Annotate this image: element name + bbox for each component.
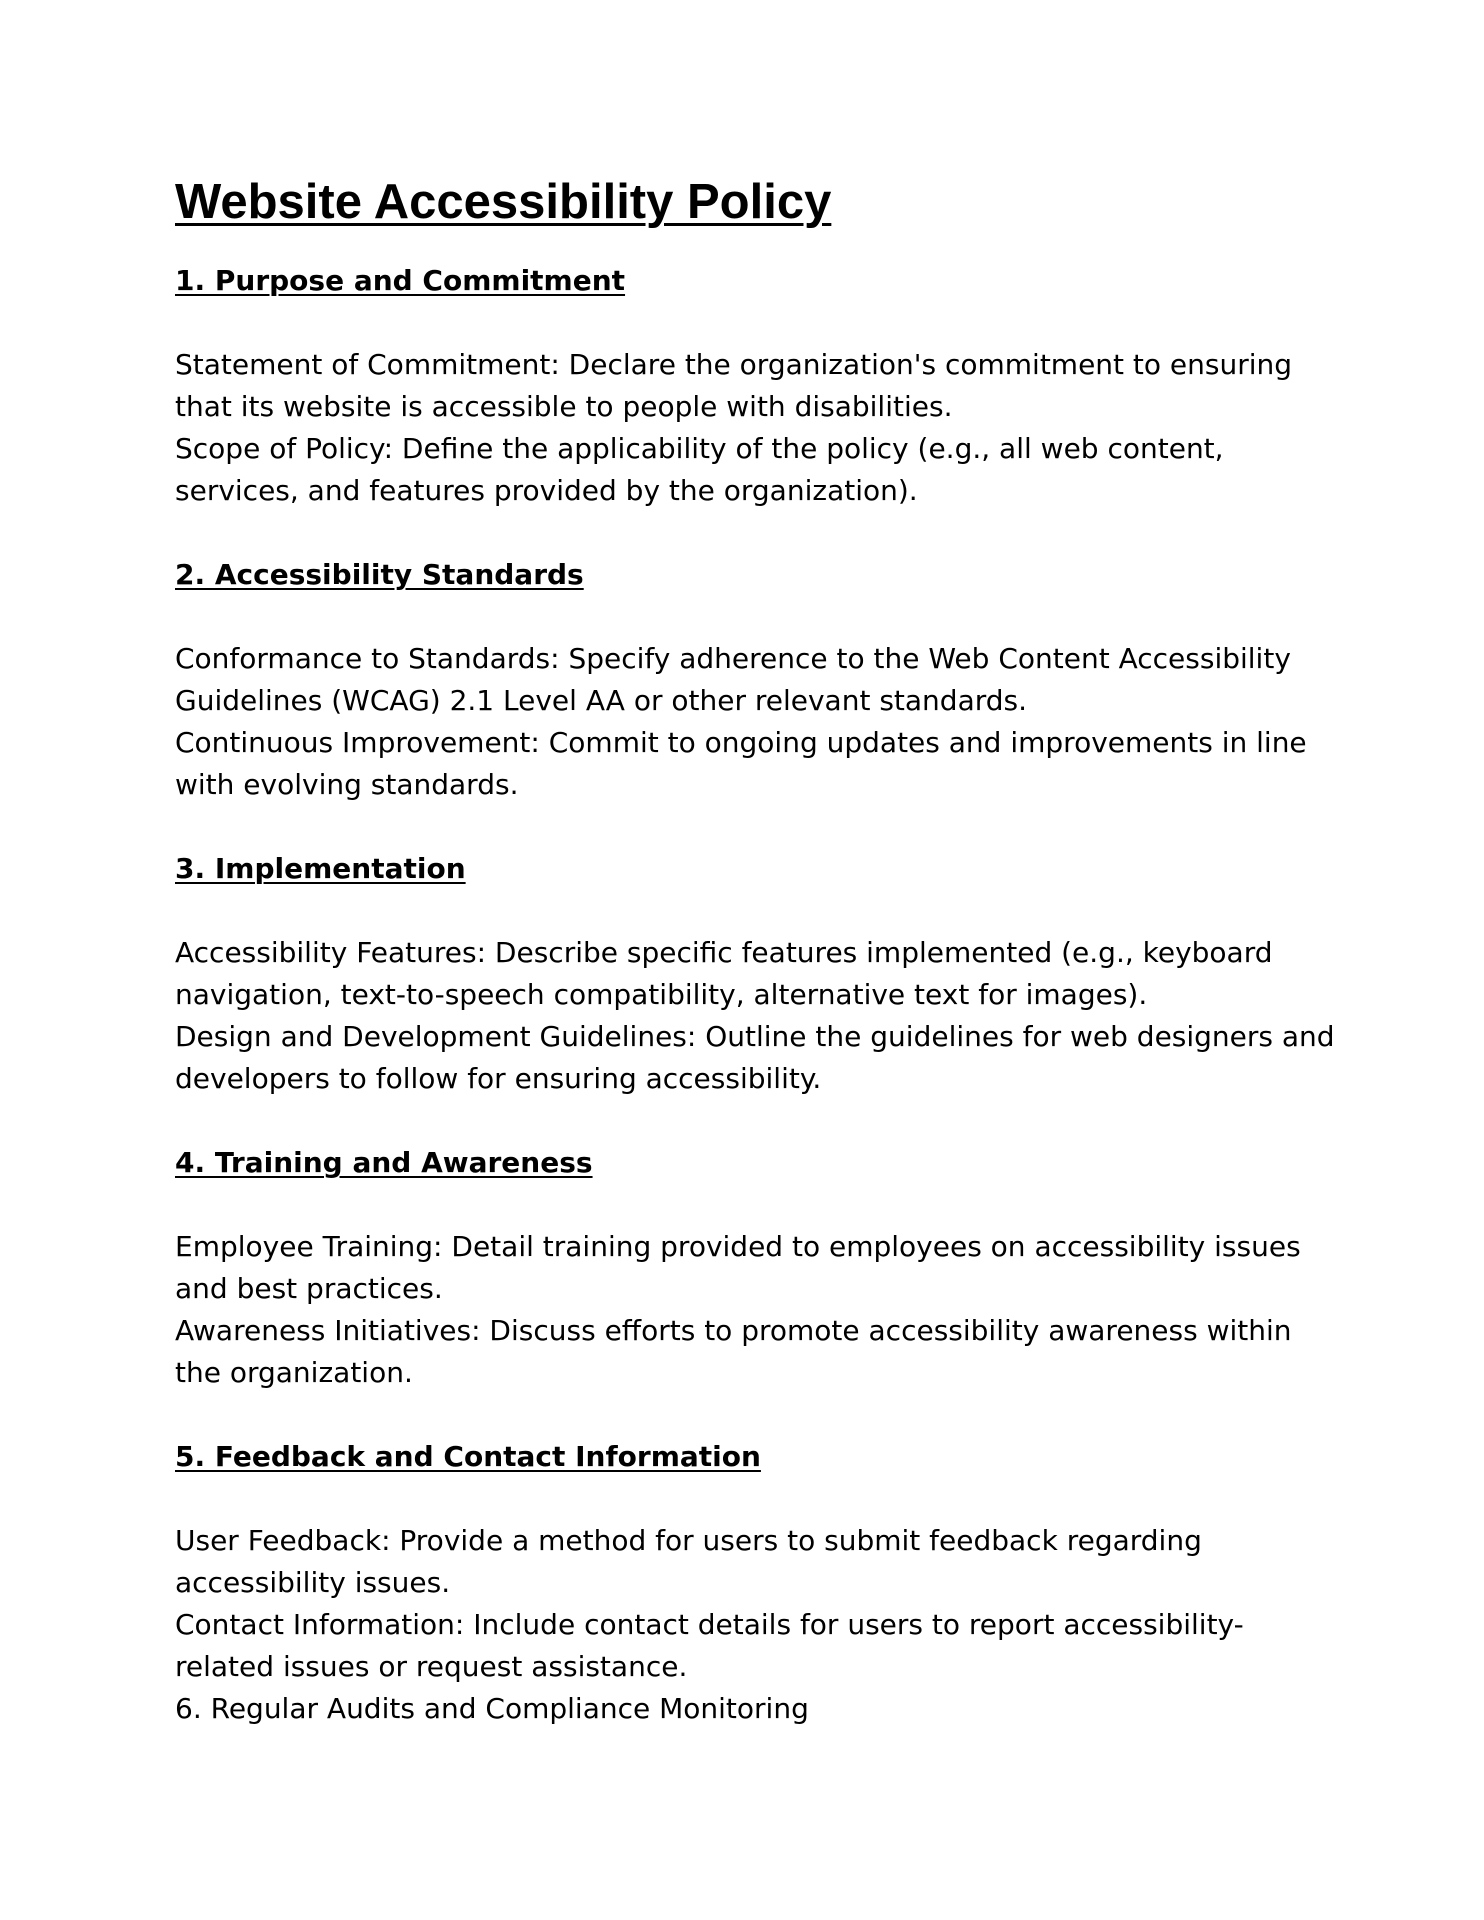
- paragraph-awareness-initiatives: Awareness Initiatives: Discuss efforts to promote accessibility awareness within the organization.: [175, 1314, 1292, 1389]
- paragraph-continuous-improvement: Continuous Improvement: Commit to ongoing updates and improvements in line with evolving standards.: [175, 726, 1307, 801]
- section-heading: 1. Purpose and Commitment: [175, 264, 626, 297]
- section-accessibility-standards: [175, 554, 1335, 806]
- section-heading: 2. Accessibility Standards: [175, 558, 584, 591]
- section-heading: 5. Feedback and Contact Information: [175, 1440, 761, 1473]
- document-body: [175, 170, 1335, 1772]
- paragraph-accessibility-features: Accessibility Features: Describe specific features implemented (e.g., keyboard navigation, text-to-speech compatibility, alternative text for images).: [175, 936, 1273, 1011]
- paragraph-conformance-to-standards: Conformance to Standards: Specify adherence to the Web Content Accessibility Guidelines (WCAG) 2.1 Level AA or other relevant standards.: [175, 642, 1291, 717]
- section-feedback-and-contact-information: [175, 1436, 1335, 1730]
- section-heading: 4. Training and Awareness: [175, 1146, 593, 1179]
- paragraph-contact-information: Contact Information: Include contact details for users to report accessibility-related issues or request assistance.: [175, 1608, 1244, 1683]
- paragraph-design-and-development-guidelines: Design and Development Guidelines: Outline the guidelines for web designers and developers to follow for ensuring accessibility.: [175, 1020, 1335, 1095]
- paragraph-user-feedback: User Feedback: Provide a method for users to submit feedback regarding accessibility issues.: [175, 1524, 1202, 1599]
- paragraph-scope-of-policy: Scope of Policy: Define the applicability of the policy (e.g., all web content, services, and features provided by the organization).: [175, 432, 1224, 507]
- section-purpose-and-commitment: [175, 260, 1335, 512]
- paragraph-employee-training: Employee Training: Detail training provided to employees on accessibility issues and best practices.: [175, 1230, 1301, 1305]
- page-title: Website Accessibility Policy: [175, 175, 832, 229]
- section-training-and-awareness: [175, 1142, 1335, 1394]
- paragraph-statement-of-commitment: Statement of Commitment: Declare the organization's commitment to ensuring that its website is accessible to people with disabilities.: [175, 348, 1293, 423]
- paragraph-regular-audits: 6. Regular Audits and Compliance Monitoring: [175, 1692, 809, 1725]
- section-implementation: [175, 848, 1335, 1100]
- section-heading: 3. Implementation: [175, 852, 466, 885]
